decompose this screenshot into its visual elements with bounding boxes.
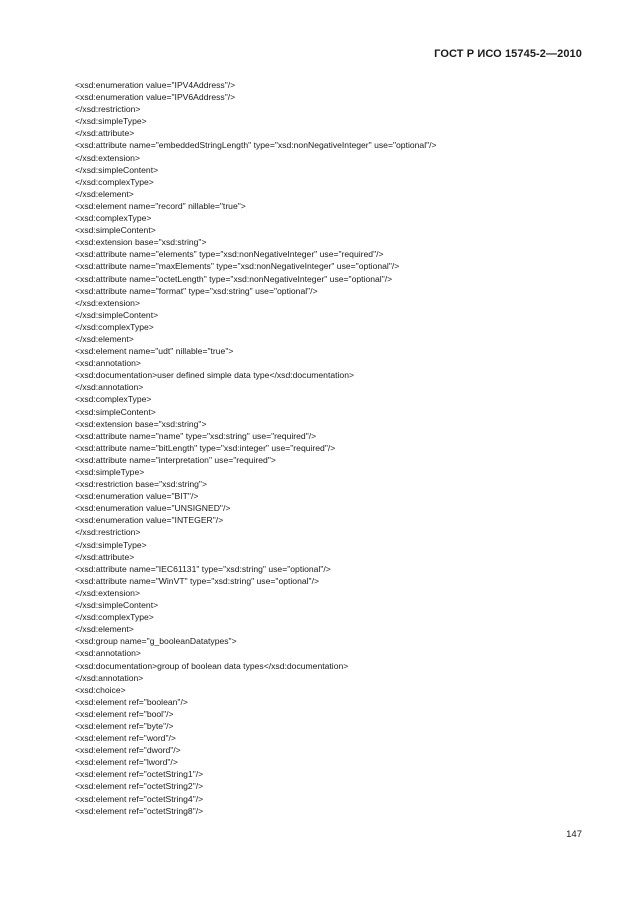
code-line: </xsd:simpleContent>: [75, 309, 159, 320]
code-line: <xsd:attribute name="octetLength" type="xsd:nonNegativeInteger" use="optional"/>: [75, 273, 393, 284]
code-line: <xsd:enumeration value="IPV6Address"/>: [75, 92, 236, 103]
code-line: </xsd:simpleType>: [75, 116, 147, 127]
code-line: </xsd:element>: [75, 333, 134, 344]
code-line: <xsd:element name="record" nillable="true">: [75, 200, 246, 211]
code-line: <xsd:documentation>group of boolean data types</xsd:documentation>: [75, 660, 349, 671]
code-line: <xsd:element ref="octetString4"/>: [75, 793, 204, 804]
code-line: </xsd:element>: [75, 624, 134, 635]
code-line: <xsd:element ref="word"/>: [75, 733, 176, 744]
code-line: </xsd:attribute>: [75, 128, 135, 139]
code-line: <xsd:attribute name="interpretation" use="required">: [75, 454, 276, 465]
code-line: <xsd:element ref="byte"/>: [75, 720, 174, 731]
code-line: </xsd:restriction>: [75, 104, 141, 115]
code-line: </xsd:simpleContent>: [75, 164, 159, 175]
code-line: <xsd:simpleType>: [75, 467, 145, 477]
code-line: <xsd:element ref="dword"/>: [75, 745, 181, 756]
code-line: <xsd:attribute name="elements" type="xsd:nonNegativeInteger" use="required"/>: [75, 249, 384, 260]
code-line: <xsd:attribute name="maxElements" type="xsd:nonNegativeInteger" use="optional"/>: [75, 261, 400, 272]
code-line: </xsd:complexType>: [75, 612, 154, 623]
code-line: <xsd:simpleContent>: [75, 406, 156, 417]
code-line: <xsd:enumeration value="IPV4Address"/>: [75, 80, 236, 90]
code-line: <xsd:attribute name="bitLength" type="xsd:integer" use="required"/>: [75, 442, 336, 453]
code-line: <xsd:element ref="boolean"/>: [75, 696, 188, 707]
code-line: </xsd:complexType>: [75, 321, 154, 332]
code-line: <xsd:element name="udt" nillable="true">: [75, 346, 234, 357]
code-line: <xsd:enumeration value="UNSIGNED"/>: [75, 503, 231, 514]
code-line: <xsd:element ref="octetString2"/>: [75, 781, 204, 792]
code-line: <xsd:element ref="lword"/>: [75, 757, 178, 768]
standard-designation: ГОСТ Р ИСО 15745-2—2010: [434, 48, 582, 60]
code-line: <xsd:simpleContent>: [75, 225, 156, 236]
code-line: <xsd:attribute name="name" type="xsd:string" use="required"/>: [75, 430, 317, 441]
code-line: <xsd:element ref="octetString8"/>: [75, 805, 204, 816]
code-line: <xsd:element ref="octetString1"/>: [75, 769, 204, 780]
code-line: </xsd:annotation>: [75, 672, 144, 683]
code-line: <xsd:extension base="xsd:string">: [75, 418, 207, 429]
xsd-code-listing: [75, 79, 575, 817]
code-line: <xsd:attribute name="WinVT" type="xsd:string" use="optional"/>: [75, 575, 320, 586]
code-line: </xsd:annotation>: [75, 382, 144, 393]
page-number: 147: [566, 829, 582, 840]
code-line: <xsd:attribute name="IEC61131" type="xsd:string" use="optional"/>: [75, 563, 331, 574]
code-line: </xsd:simpleContent>: [75, 600, 159, 611]
code-line: <xsd:enumeration value="BIT"/>: [75, 491, 199, 502]
code-line: </xsd:complexType>: [75, 176, 154, 187]
code-line: <xsd:annotation>: [75, 648, 141, 659]
code-line: </xsd:simpleType>: [75, 539, 147, 550]
code-line: <xsd:element ref="bool"/>: [75, 708, 174, 719]
code-line: <xsd:group name="g_booleanDatatypes">: [75, 636, 237, 647]
code-line: <xsd:annotation>: [75, 358, 141, 369]
code-line: <xsd:extension base="xsd:string">: [75, 237, 207, 248]
code-line: </xsd:extension>: [75, 152, 140, 163]
code-line: <xsd:complexType>: [75, 213, 152, 224]
code-line: <xsd:attribute name="format" type="xsd:string" use="optional"/>: [75, 285, 318, 296]
code-line: <xsd:enumeration value="INTEGER"/>: [75, 515, 224, 526]
code-line: </xsd:restriction>: [75, 527, 141, 538]
code-line: </xsd:element>: [75, 188, 134, 199]
code-line: <xsd:attribute name="embeddedStringLength" type="xsd:nonNegativeInteger" use="optional"/>: [75, 140, 437, 151]
code-line: </xsd:extension>: [75, 587, 140, 598]
code-line: <xsd:restriction base="xsd:string">: [75, 479, 207, 490]
code-line: </xsd:extension>: [75, 297, 140, 308]
code-line: <xsd:complexType>: [75, 394, 152, 405]
code-line: <xsd:choice>: [75, 684, 126, 695]
code-line: </xsd:attribute>: [75, 551, 135, 562]
code-line: <xsd:documentation>user defined simple data type</xsd:documentation>: [75, 370, 354, 381]
